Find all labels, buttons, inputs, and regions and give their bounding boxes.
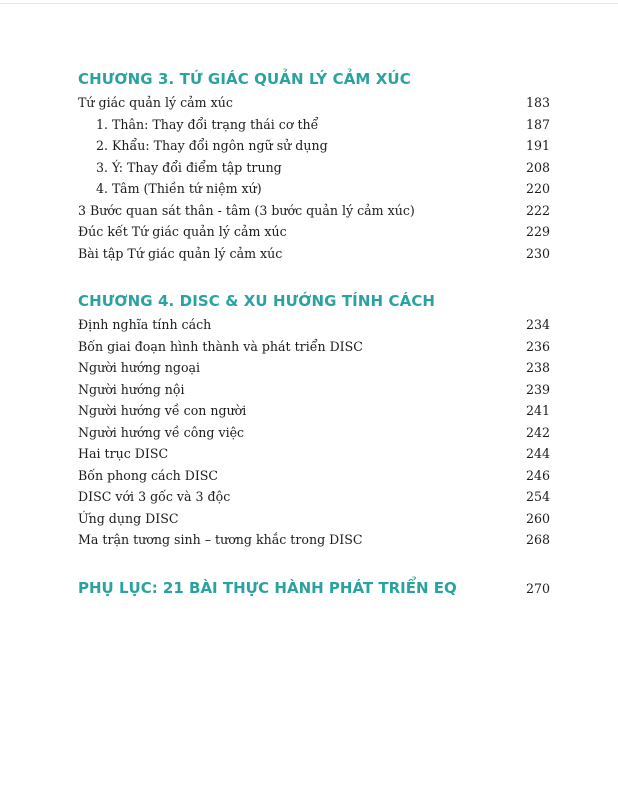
toc-entry-page: 242 <box>525 424 550 440</box>
toc-entry-label: DISC với 3 gốc và 3 độc <box>78 489 231 504</box>
toc-entry-page: 260 <box>525 510 550 526</box>
toc-entry-page: 183 <box>525 95 550 110</box>
toc-entry-label: Bốn giai đoạn hình thành và phát triển DISC <box>78 338 363 354</box>
toc-entry[interactable] <box>78 157 550 179</box>
toc-entry[interactable] <box>78 221 550 243</box>
toc-entry[interactable] <box>78 486 550 508</box>
chapter-3-heading: CHƯƠNG 3. TỨ GIÁC QUẢN LÝ CẢM XÚC <box>78 70 411 88</box>
chapter-3-entries <box>78 92 550 264</box>
toc-entry-page: 236 <box>525 338 550 354</box>
toc-entry[interactable] <box>78 443 550 465</box>
toc-entry-label: Ứng dụng DISC <box>78 510 179 526</box>
toc-entry-label: Người hướng về con người <box>78 403 247 418</box>
toc-entry-label: Hai trục DISC <box>78 446 169 461</box>
toc-entry-label: Định nghĩa tính cách <box>78 317 212 332</box>
toc-entry[interactable] <box>78 243 550 265</box>
toc-entry[interactable] <box>78 508 550 530</box>
toc-entry-label: Bốn phong cách DISC <box>78 467 219 483</box>
toc-entry-label: Bài tập Tứ giác quản lý cảm xúc <box>78 245 283 261</box>
appendix-heading: PHỤ LỤC: 21 BÀI THỰC HÀNH PHÁT TRIỂN EQ <box>78 578 457 597</box>
toc-entry[interactable] <box>78 135 550 157</box>
toc-entry-page: 246 <box>525 467 550 483</box>
toc-entry-page: 241 <box>525 403 550 418</box>
toc-entry-label: 2. Khẩu: Thay đổi ngôn ngữ sử dụng <box>96 138 328 153</box>
toc-entry-page: 268 <box>525 532 550 547</box>
appendix-entry[interactable] <box>78 577 550 599</box>
toc-entry[interactable] <box>78 422 550 444</box>
toc-entry-label: Đúc kết Tứ giác quản lý cảm xúc <box>78 224 287 239</box>
toc-entry-label: 4. Tâm (Thiền tứ niệm xứ) <box>96 181 262 196</box>
toc-entry-label: 3 Bước quan sát thân - tâm (3 bước quản lý cảm xúc) <box>78 202 415 218</box>
toc-entry[interactable] <box>78 178 550 200</box>
toc-entry-label: Người hướng ngoại <box>78 360 201 375</box>
toc-entry-label: 1. Thân: Thay đổi trạng thái cơ thể <box>96 116 319 132</box>
toc-entry[interactable] <box>78 336 550 358</box>
chapter-4-heading: CHƯƠNG 4. DISC & XU HƯỚNG TÍNH CÁCH <box>78 292 436 310</box>
toc-entry-label: 3. Ý: Thay đổi điểm tập trung <box>96 159 282 175</box>
toc-entry[interactable] <box>78 400 550 422</box>
top-rule <box>0 0 618 4</box>
toc-entry-page: 191 <box>525 138 550 153</box>
toc-entry-page: 220 <box>525 181 550 196</box>
toc-entry[interactable] <box>78 529 550 551</box>
toc-entry-page: 238 <box>525 360 550 375</box>
toc-entry-page: 234 <box>525 317 550 332</box>
table-of-contents <box>78 68 550 599</box>
toc-entry[interactable] <box>78 200 550 222</box>
chapter-4-entries <box>78 314 550 551</box>
toc-entry-label: Tứ giác quản lý cảm xúc <box>78 95 233 110</box>
toc-entry-page: 229 <box>525 224 550 239</box>
toc-entry-label: Người hướng về công việc <box>78 424 245 440</box>
toc-entry-page: 187 <box>525 116 550 132</box>
toc-entry-page: 254 <box>525 489 550 504</box>
appendix-page: 270 <box>525 580 550 596</box>
toc-entry[interactable] <box>78 114 550 136</box>
toc-entry[interactable] <box>78 92 550 114</box>
toc-entry-page: 230 <box>525 245 550 261</box>
toc-entry-label: Người hướng nội <box>78 381 185 397</box>
toc-entry-label: Ma trận tương sinh – tương khắc trong DISC <box>78 532 363 547</box>
toc-entry[interactable] <box>78 379 550 401</box>
toc-entry-page: 208 <box>525 159 550 175</box>
toc-entry[interactable] <box>78 314 550 336</box>
toc-entry[interactable] <box>78 465 550 487</box>
toc-entry[interactable] <box>78 357 550 379</box>
toc-entry-page: 222 <box>525 202 550 218</box>
toc-entry-page: 244 <box>525 446 550 461</box>
toc-entry-page: 239 <box>525 381 550 397</box>
